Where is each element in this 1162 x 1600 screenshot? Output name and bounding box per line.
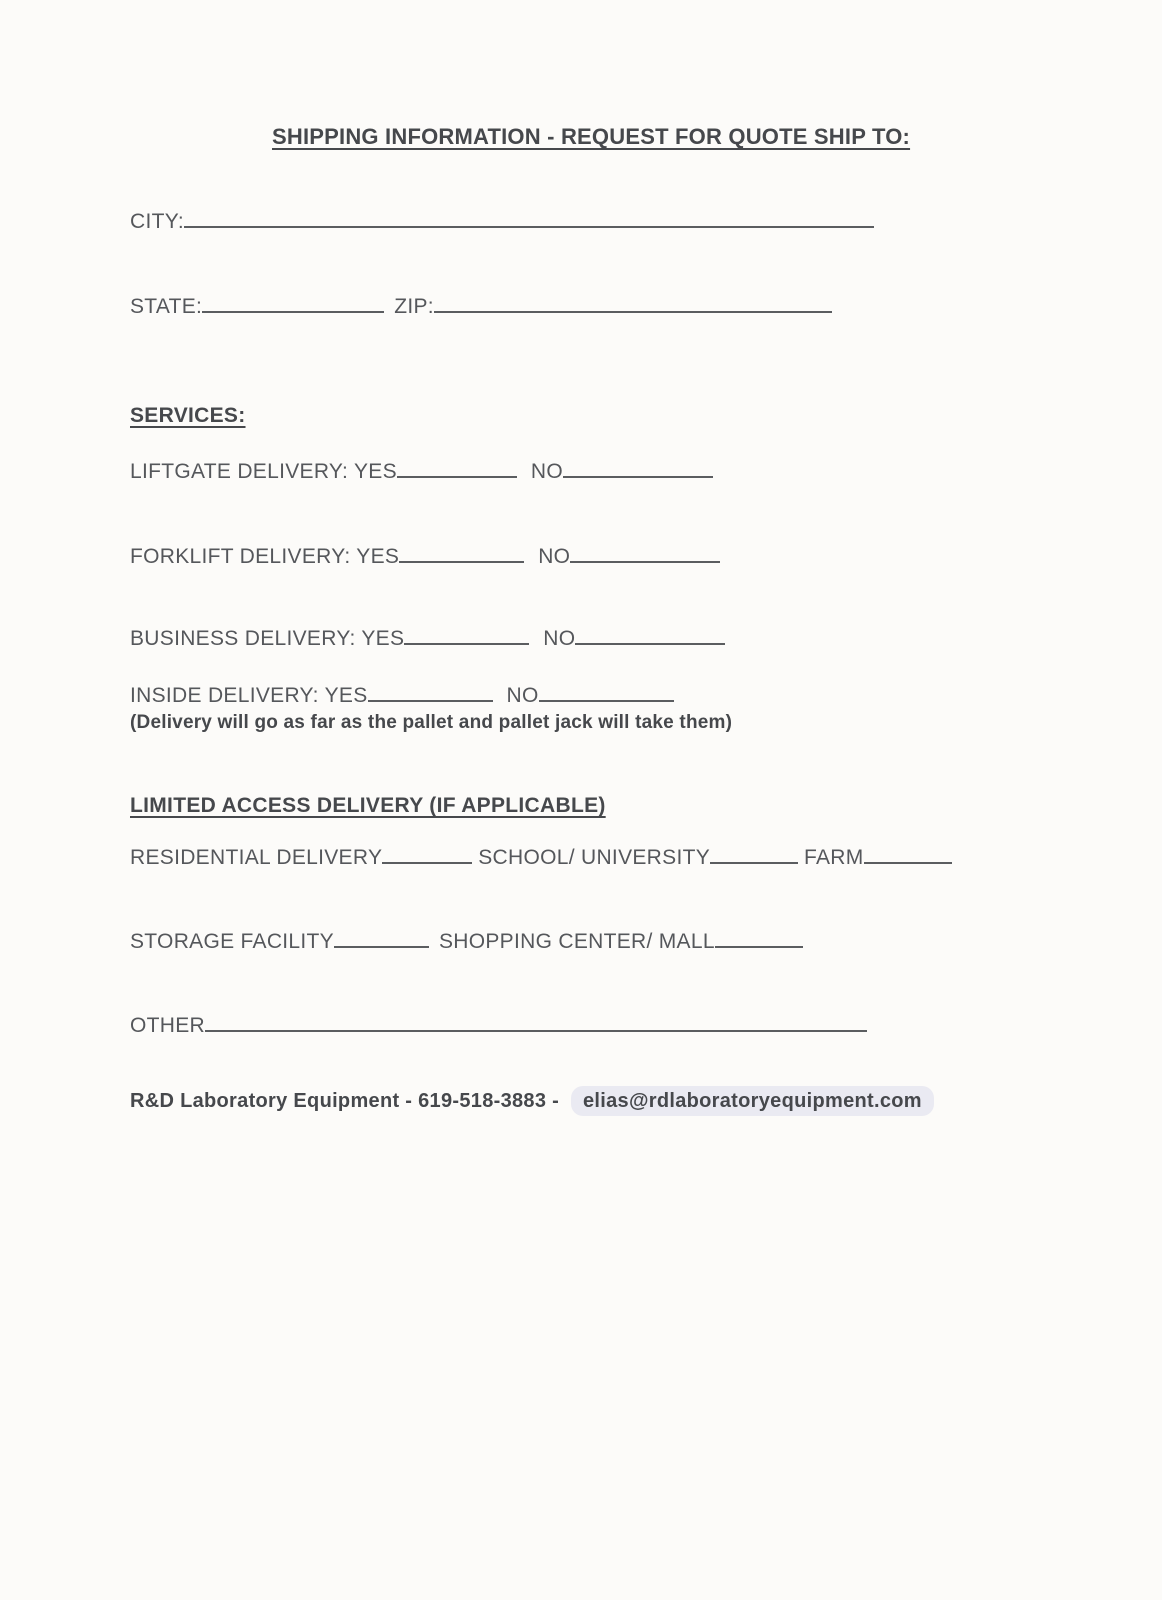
no-label: NO xyxy=(538,545,571,568)
business-delivery-label: BUSINESS DELIVERY: xyxy=(130,627,356,650)
zip-blank-line[interactable] xyxy=(434,309,832,313)
residential-blank-line[interactable] xyxy=(382,860,472,864)
city-label: CITY: xyxy=(130,210,185,233)
limited-access-row-1 xyxy=(130,846,952,870)
business-yes-blank-line[interactable] xyxy=(404,641,529,645)
footer-separator: - xyxy=(552,1090,560,1112)
state-blank-line[interactable] xyxy=(202,309,384,313)
no-label: NO xyxy=(530,460,563,483)
yes-label: YES xyxy=(361,627,405,650)
shopping-blank-line[interactable] xyxy=(715,944,803,948)
phone-number: 619-518-3883 xyxy=(418,1090,547,1112)
shopping-center-mall-label: SHOPPING CENTER/ MALL xyxy=(438,930,715,953)
forklift-delivery-row xyxy=(130,545,720,569)
yes-label: YES xyxy=(353,460,397,483)
city-blank-line[interactable] xyxy=(184,224,874,228)
company-name: R&D Laboratory Equipment xyxy=(130,1090,400,1112)
liftgate-delivery-row xyxy=(130,460,713,484)
inside-no-blank-line[interactable] xyxy=(539,698,674,702)
other-row xyxy=(130,1014,867,1038)
city-row xyxy=(130,210,874,234)
email-address: elias@rdlaboratoryequipment.com xyxy=(571,1086,934,1116)
liftgate-no-blank-line[interactable] xyxy=(563,474,713,478)
yes-label: YES xyxy=(356,545,400,568)
farm-blank-line[interactable] xyxy=(864,860,952,864)
forklift-no-blank-line[interactable] xyxy=(570,559,720,563)
state-label: STATE: xyxy=(130,295,203,318)
limited-access-row-2 xyxy=(130,930,803,954)
storage-blank-line[interactable] xyxy=(334,944,429,948)
liftgate-yes-blank-line[interactable] xyxy=(397,474,517,478)
forklift-delivery-label: FORKLIFT DELIVERY: xyxy=(130,545,351,568)
inside-delivery-label: INSIDE DELIVERY: xyxy=(130,684,319,707)
inside-delivery-note: (Delivery will go as far as the pallet and pallet jack will take them) xyxy=(130,712,733,733)
school-blank-line[interactable] xyxy=(710,860,798,864)
state-zip-row xyxy=(130,295,832,319)
residential-delivery-label: RESIDENTIAL DELIVERY xyxy=(130,846,383,869)
other-blank-line[interactable] xyxy=(205,1028,867,1032)
services-heading: SERVICES: xyxy=(130,404,246,427)
zip-label: ZIP: xyxy=(394,295,434,318)
footer xyxy=(130,1090,934,1113)
storage-facility-label: STORAGE FACILITY xyxy=(130,930,334,953)
no-label: NO xyxy=(506,684,539,707)
no-label: NO xyxy=(543,627,576,650)
other-label: OTHER xyxy=(130,1014,205,1037)
school-university-label: SCHOOL/ UNIVERSITY xyxy=(478,846,711,869)
liftgate-delivery-label: LIFTGATE DELIVERY: xyxy=(130,460,349,483)
yes-label: YES xyxy=(324,684,368,707)
business-delivery-row xyxy=(130,627,725,651)
business-no-blank-line[interactable] xyxy=(575,641,725,645)
forklift-yes-blank-line[interactable] xyxy=(399,559,524,563)
inside-delivery-row xyxy=(130,684,674,708)
footer-separator: - xyxy=(405,1090,413,1112)
inside-yes-blank-line[interactable] xyxy=(368,698,493,702)
farm-label: FARM xyxy=(804,846,864,869)
limited-access-heading: LIMITED ACCESS DELIVERY (IF APPLICABLE) xyxy=(130,794,606,817)
form-title: SHIPPING INFORMATION - REQUEST FOR QUOTE SHIP TO: xyxy=(272,124,911,149)
